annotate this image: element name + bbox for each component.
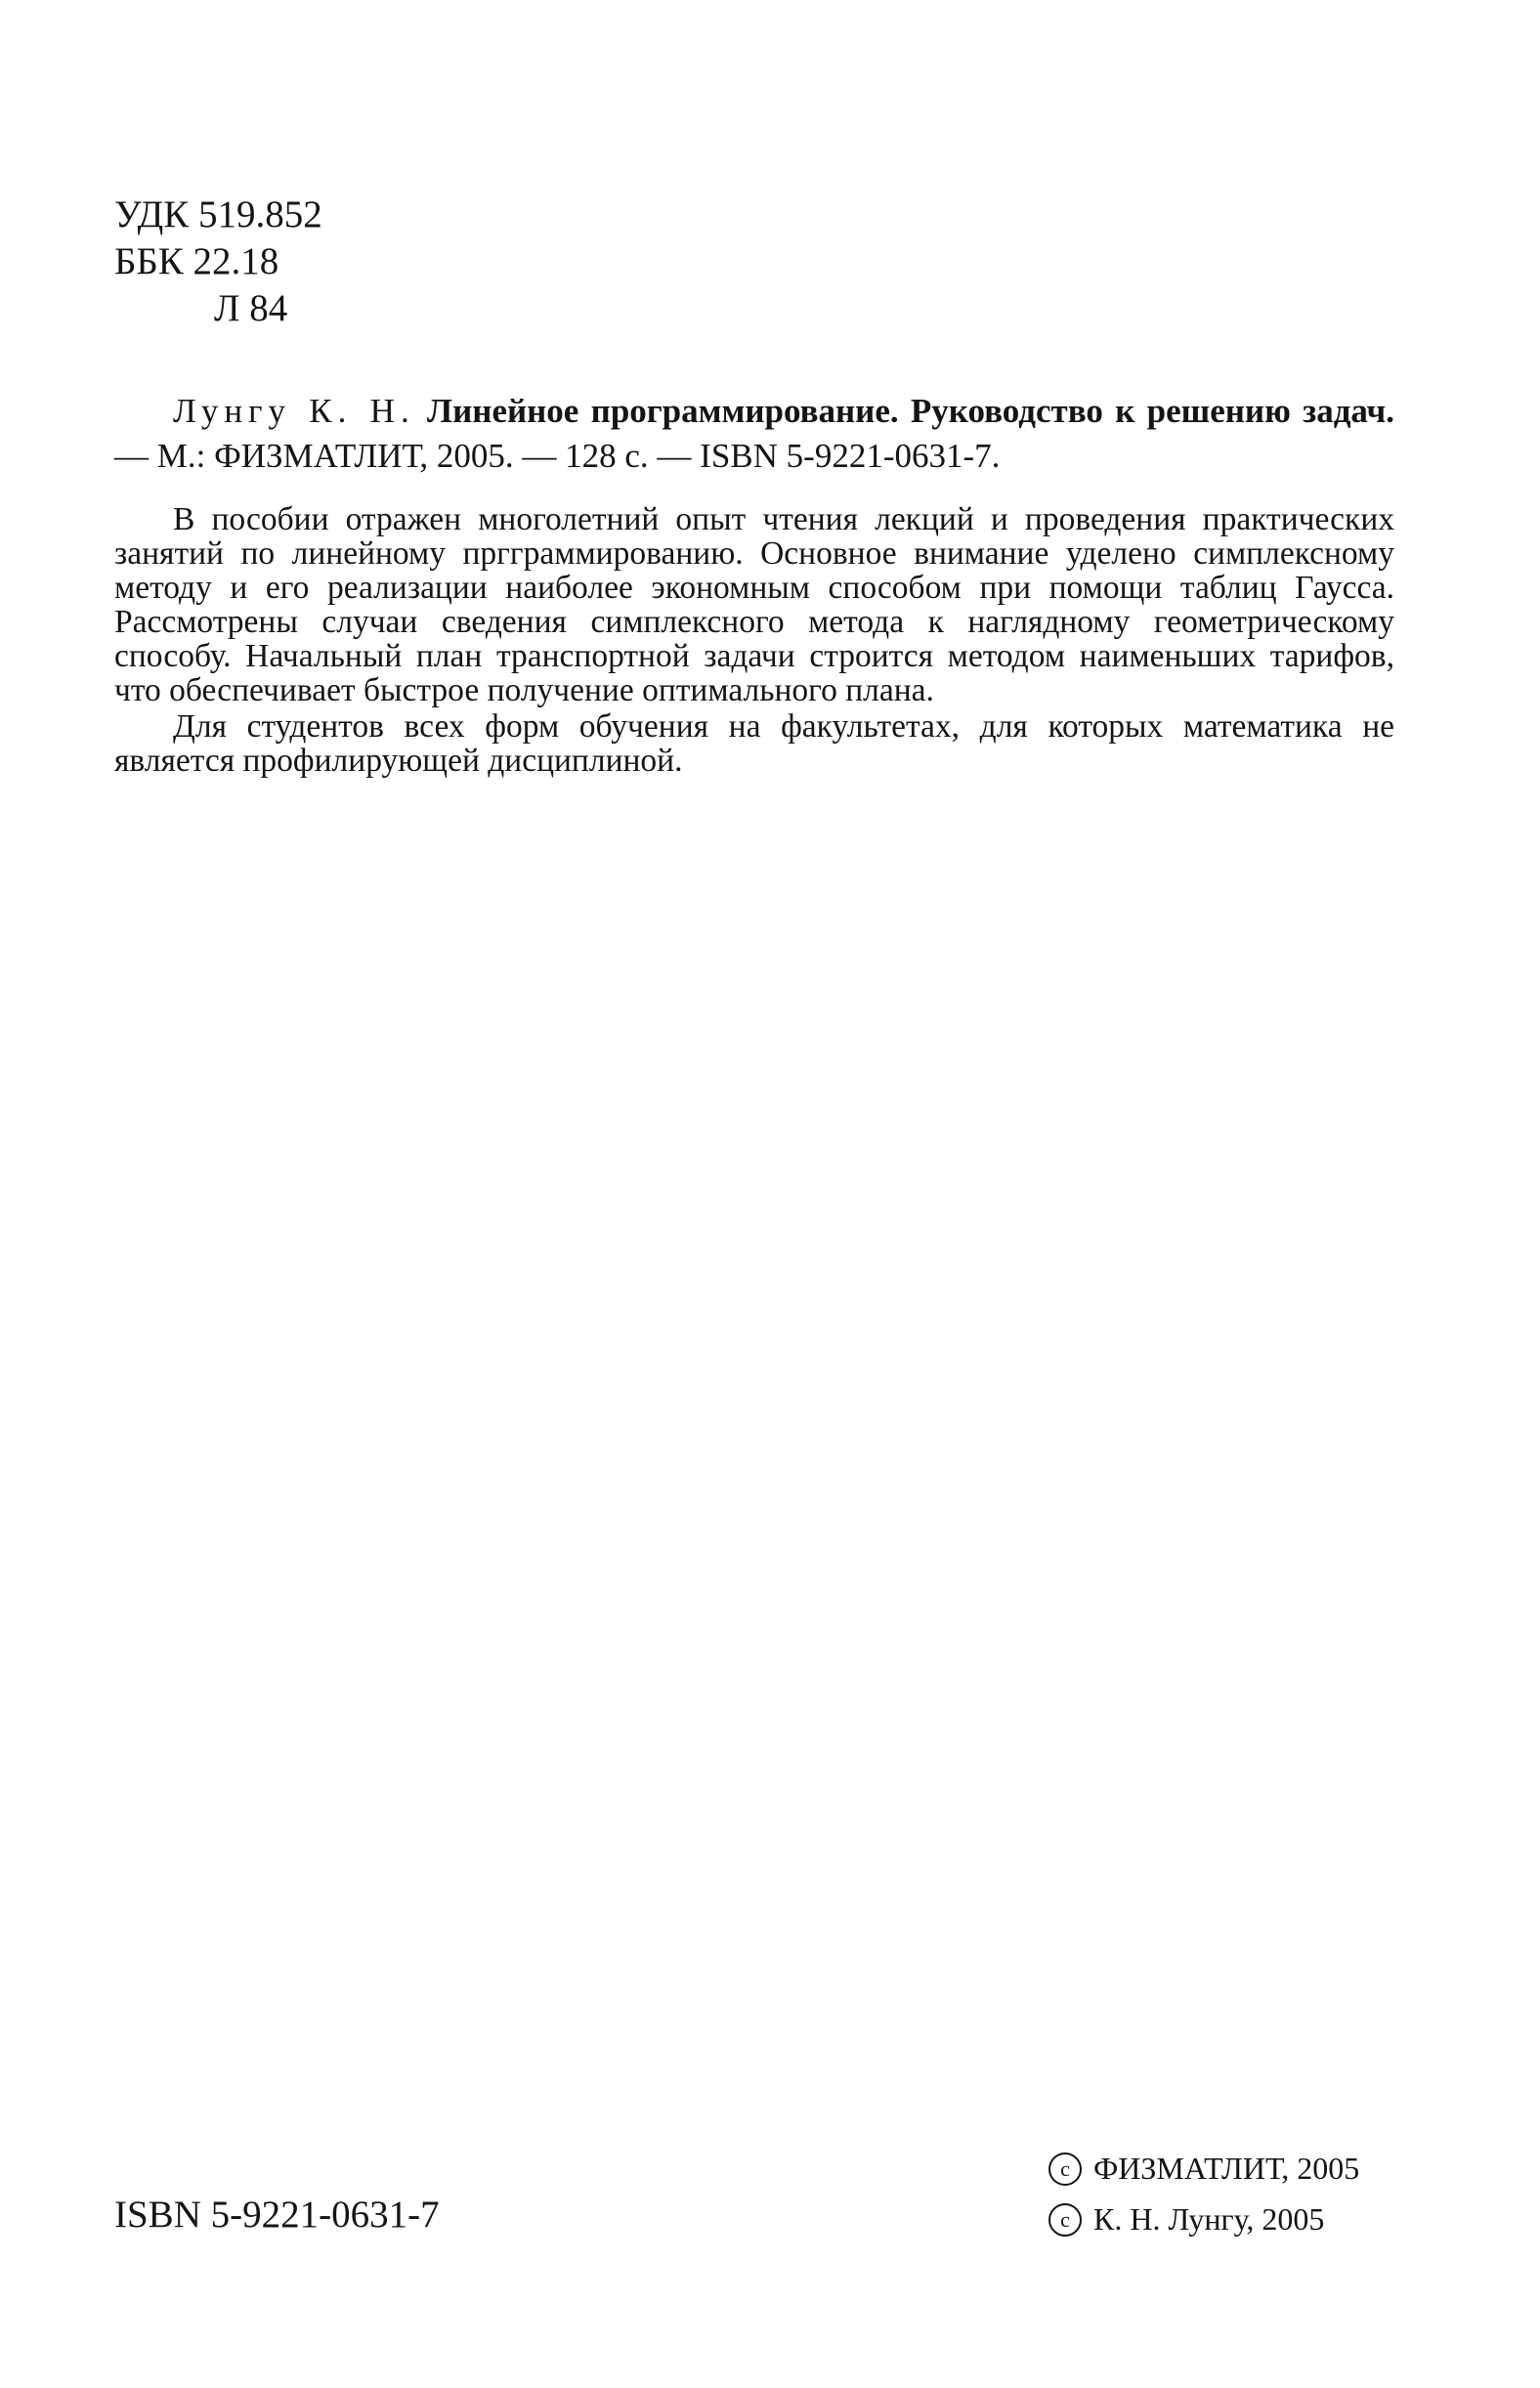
copyright-publisher [1048, 2143, 1359, 2194]
copyright-author-text: К. Н. Лунгу, 2005 [1093, 2201, 1325, 2237]
copyright-block [1048, 2143, 1359, 2244]
copyright-icon: c [1048, 2203, 1082, 2237]
bibliographic-record [114, 389, 1394, 500]
isbn: ISBN 5-9221-0631-7 [114, 2194, 440, 2236]
imprint: — М.: ФИЗМАТЛИТ, 2005. — 128 с. — ISBN 5-9221-0631-7. [114, 437, 1001, 475]
copyright-icon: c [1048, 2153, 1082, 2186]
classification-codes [114, 192, 322, 332]
copyright-author [1048, 2194, 1359, 2244]
author-name: Лунгу К. Н. [173, 392, 415, 430]
annotation [114, 502, 1394, 780]
udk-code: УДК 519.852 [114, 193, 322, 235]
author-mark: Л 84 [214, 287, 288, 329]
annotation-paragraph: В пособии отражен многолетний опыт чтения лекций и проведения практических занятий по линейному пргграммированию. Основное внимание уделено симплексному методу и его реализации наиболее экономным способом при помощи таблиц Гаусса. Рассмотрены случаи сведения симплексного метода к наглядному геометрическому способу. Начальный план транспортной задачи строится методом наименьших тарифов, что обеспечивает быстрое получение оптимального плана. [114, 501, 1394, 708]
bbk-code: ББК 22.18 [114, 240, 279, 282]
copyright-publisher-text: ФИЗМАТЛИТ, 2005 [1093, 2151, 1360, 2186]
book-title: Линейное программирование. Руководство к решению задач. [427, 392, 1395, 430]
bibliographic-description [114, 389, 1394, 479]
annotation-paragraph: Для студентов всех форм обучения на факультетах, для которых математика не является профилирующей дисциплиной. [114, 708, 1394, 779]
